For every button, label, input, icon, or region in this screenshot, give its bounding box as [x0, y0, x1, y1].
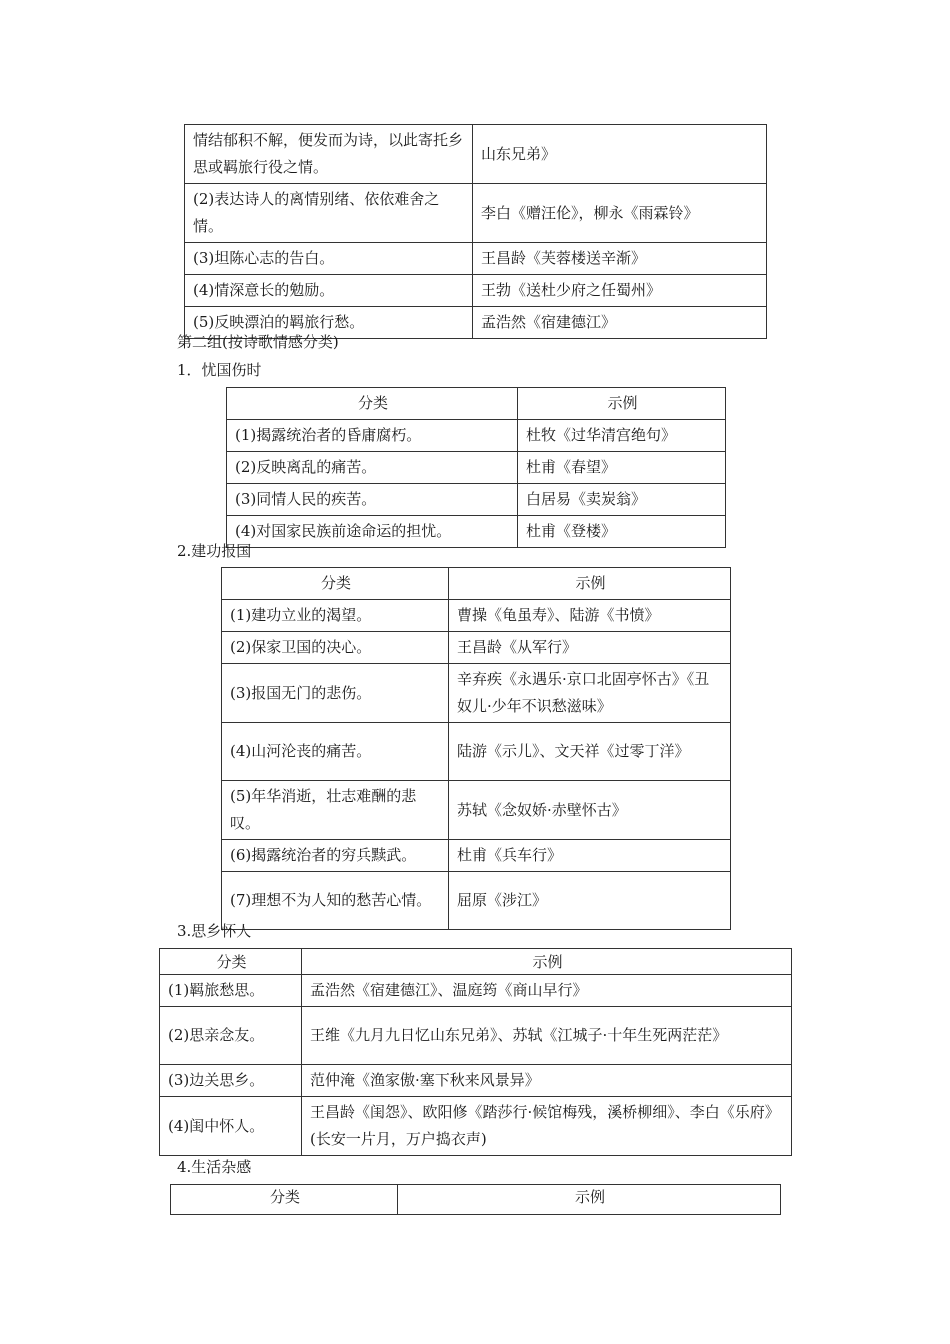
table-cell: 曹操《龟虽寿》、陆游《书愤》 — [449, 600, 731, 632]
table-header-row — [160, 949, 792, 975]
column-header: 示例 — [398, 1185, 781, 1215]
table-cell: (6)揭露统治者的穷兵黩武。 — [222, 840, 449, 872]
table-row — [185, 275, 767, 307]
table-row — [227, 516, 726, 548]
table-section2 — [221, 567, 731, 930]
table-row — [227, 484, 726, 516]
table-cell: 白居易《卖炭翁》 — [518, 484, 726, 516]
group-title: 第二组(按诗歌情感分类) — [177, 333, 339, 351]
column-header: 示例 — [449, 568, 731, 600]
table-row — [185, 184, 767, 243]
table-row — [227, 420, 726, 452]
column-header: 示例 — [518, 388, 726, 420]
table-cell: (4)情深意长的勉励。 — [185, 275, 473, 307]
table-cell: 孟浩然《宿建德江》 — [473, 307, 767, 339]
table-cell: 苏轼《念奴娇·赤壁怀古》 — [449, 781, 731, 840]
table-cell: 屈原《涉江》 — [449, 872, 731, 930]
section-title: 1．忧国伤时 — [177, 361, 262, 379]
table-cell: (3)报国无门的悲伤。 — [222, 664, 449, 723]
table-row — [160, 975, 792, 1007]
table-row — [185, 125, 767, 184]
table-section1 — [226, 387, 726, 548]
table-row — [160, 1007, 792, 1065]
section-title: 2.建功报国 — [177, 542, 252, 560]
section-title: 4.生活杂感 — [177, 1158, 252, 1176]
table-cell: (3)同情人民的疾苦。 — [227, 484, 518, 516]
table-cell: 王昌龄《芙蓉楼送辛渐》 — [473, 243, 767, 275]
table-row — [185, 243, 767, 275]
column-header: 分类 — [227, 388, 518, 420]
table-cell: (1)揭露统治者的昏庸腐朽。 — [227, 420, 518, 452]
table-header-row — [227, 388, 726, 420]
table-cell: (1)建功立业的渴望。 — [222, 600, 449, 632]
table-cell: (3)边关思乡。 — [160, 1065, 302, 1097]
table-row — [222, 840, 731, 872]
table-cell: 陆游《示儿》、文天祥《过零丁洋》 — [449, 723, 731, 781]
table-cell: 王昌龄《闺怨》、欧阳修《踏莎行·候馆梅残，溪桥柳细》、李白《乐府》(长安一片月，万户捣衣声) — [302, 1097, 792, 1156]
column-header: 分类 — [171, 1185, 398, 1215]
table-cell: (4)山河沦丧的痛苦。 — [222, 723, 449, 781]
table-cell: 范仲淹《渔家傲·塞下秋来风景异》 — [302, 1065, 792, 1097]
table-cell: 山东兄弟》 — [473, 125, 767, 184]
table-cell: 杜甫《春望》 — [518, 452, 726, 484]
table-row — [160, 1065, 792, 1097]
table-cell: 王勃《送杜少府之任蜀州》 — [473, 275, 767, 307]
table-cell: (7)理想不为人知的愁苦心情。 — [222, 872, 449, 930]
table-cell: (2)表达诗人的离情别绪、依依难舍之情。 — [185, 184, 473, 243]
table-cell: 杜牧《过华清宫绝句》 — [518, 420, 726, 452]
table-header-row — [171, 1185, 781, 1215]
table-cell: (5)年华消逝，壮志难酬的悲叹。 — [222, 781, 449, 840]
table-cell: (2)保家卫国的决心。 — [222, 632, 449, 664]
table-row — [222, 872, 731, 930]
table-row — [222, 600, 731, 632]
table-row — [222, 781, 731, 840]
table-cell: 杜甫《登楼》 — [518, 516, 726, 548]
column-header: 示例 — [302, 949, 792, 975]
table-cell: 辛弃疾《永遇乐·京口北固亭怀古》《丑奴儿·少年不识愁滋味》 — [449, 664, 731, 723]
table-cell: 王维《九月九日忆山东兄弟》、苏轼《江城子·十年生死两茫茫》 — [302, 1007, 792, 1065]
table-cell: 王昌龄《从军行》 — [449, 632, 731, 664]
table-cell: 杜甫《兵车行》 — [449, 840, 731, 872]
table-cell: (2)思亲念友。 — [160, 1007, 302, 1065]
table-cell: (4)对国家民族前途命运的担忧。 — [227, 516, 518, 548]
table-cell: 孟浩然《宿建德江》、温庭筠《商山早行》 — [302, 975, 792, 1007]
table-row — [222, 632, 731, 664]
table-cell: (5)反映漂泊的羁旅行愁。 — [185, 307, 473, 339]
column-header: 分类 — [222, 568, 449, 600]
table-cell: (4)闺中怀人。 — [160, 1097, 302, 1156]
table-row — [227, 452, 726, 484]
table-row — [160, 1097, 792, 1156]
column-header: 分类 — [160, 949, 302, 975]
table-cell: (2)反映离乱的痛苦。 — [227, 452, 518, 484]
table-cell: (3)坦陈心志的告白。 — [185, 243, 473, 275]
table-cell: 李白《赠汪伦》，柳永《雨霖铃》 — [473, 184, 767, 243]
table-cell: (1)羁旅愁思。 — [160, 975, 302, 1007]
section-title: 3.思乡怀人 — [177, 922, 252, 940]
table-cell: 情结郁积不解，便发而为诗，以此寄托乡思或羁旅行役之情。 — [185, 125, 473, 184]
table-row — [222, 723, 731, 781]
table-section4 — [170, 1184, 781, 1215]
table-row — [222, 664, 731, 723]
table-continuation — [184, 124, 767, 339]
table-section3 — [159, 948, 792, 1156]
table-header-row — [222, 568, 731, 600]
